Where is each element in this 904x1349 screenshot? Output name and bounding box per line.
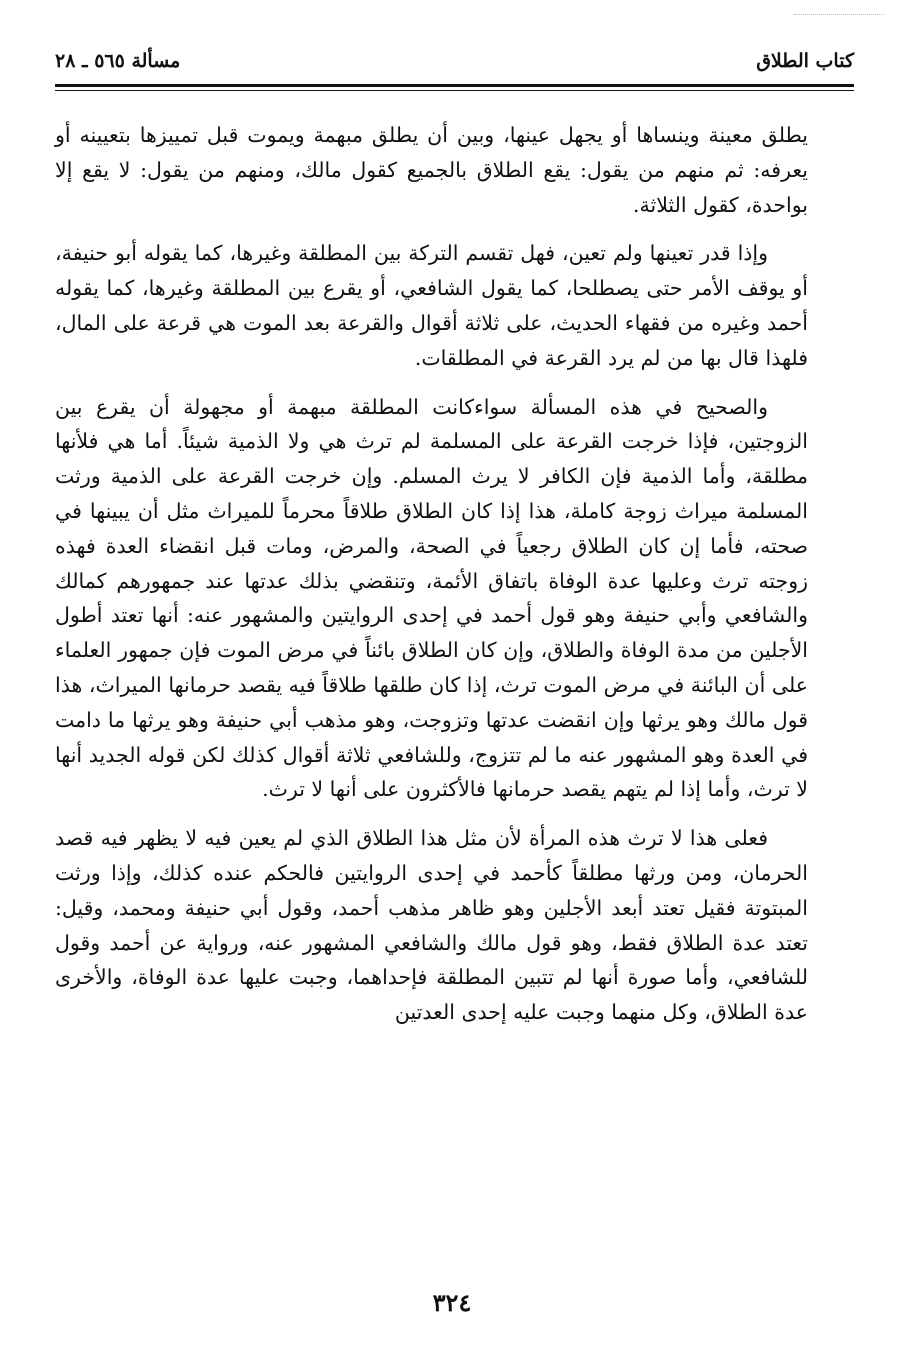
paragraph-4: فعلى هذا لا ترث هذه المرأة لأن مثل هذا الطلاق الذي لم يعين فيه لا يظهر فيه قصد الحرمان، ومن ورثها مطلقاً كأحمد في إحدى الروايتين فالحكم عنده كذلك، وإذا ورثت المبتوتة فقيل تعتد أبعد الأجلين وهو ظاهر مذهب أحمد، وقول أبي حنيفة ومحمد، وقيل: تعتد عدة الطلاق فقط، وهو قول مالك والشافعي المشهور عنه، ورواية عن أحمد وقول للشافعي، وأما صورة أنها لم تتبين المطلقة فإحداهما، وجبت عليها عدة الوفاة، والأخرى عدة الطلاق، وكل منهما وجبت عليه إحدى العدتين <box>55 826 808 1025</box>
book-title: كتاب الطلاق <box>756 50 854 72</box>
header-rule-thick <box>55 84 854 87</box>
header-rule-thin <box>55 90 854 91</box>
paragraph-1: يطلق معينة وينساها أو يجهل عينها، وبين أن يطلق مبهمة ويموت قبل تمييزها بتعيينه أو يعرفه: ثم منهم من يقول: يقع الطلاق بالجميع كقول مالك، ومنهم من يقول: لا يقع إلا بواحدة، كقول الثلاثة. <box>55 123 808 217</box>
issue-number: مسألة ٥٦٥ ـ ٢٨ <box>55 50 181 72</box>
scan-artifact <box>794 14 884 16</box>
paragraph-2: وإذا قدر تعينها ولم تعين، فهل تقسم التركة بين المطلقة وغيرها، كما يقوله أبو حنيفة، أو يوقف الأمر حتى يصطلحا، كما يقول الشافعي، أو يقرع بين المطلقة وغيرها، كما يقوله أحمد وغيره من فقهاء الحديث، على ثلاثة أقوال والقرعة بعد الموت هي قرعة على المال، فلهذا قال بها من لم يرد القرعة في المطلقات. <box>55 241 808 370</box>
main-text <box>55 118 808 1030</box>
page-number: ٣٢٤ <box>432 1288 472 1317</box>
running-header <box>55 46 854 86</box>
paragraph-3: والصحيح في هذه المسألة سواءكانت المطلقة مبهمة أو مجهولة أن يقرع بين الزوجتين، فإذا خرجت القرعة على المسلمة لم ترث هي ولا الذمية شيئاً. أما هي فلأنها مطلقة، وأما الذمية فإن الكافر لا يرث المسلم. وإن خرجت القرعة على الذمية ورثت المسلمة ميراث زوجة كاملة، هذا إذا كان الطلاق طلاقاً محرماً للميراث مثل أن يبينها في صحته، فأما إن كان الطلاق رجعياً في الصحة، والمرض، ومات قبل انقضاء العدة فهذه زوجته ترث وعليها عدة الوفاة باتفاق الأئمة، وتنقضي بذلك عدتها عند جمهورهم كمالك والشافعي وأبي حنيفة وهو قول أحمد في إحدى الروايتين والمشهور عنه: أنها تعتد أطول الأجلين من مدة الوفاة والطلاق، وإن كان الطلاق بائناً في مرض الموت فإن جمهور العلماء على أن البائنة في مرض الموت ترث، إذا كان طلقها طلاقاً فيه يقصد حرمانها الميراث، هذا قول مالك وهو يرثها وإن انقضت عدتها وتزوجت، وهو مذهب أبي حنيفة وهو يرثها ما دامت في العدة وهو المشهور عنه ما لم تتزوج، وللشافعي ثلاثة أقوال كذلك لكن قوله الجديد أنها لا ترث، وأما إذا لم يتهم يقصد حرمانها فالأكثرون على أنها لا ترث. <box>55 394 808 802</box>
